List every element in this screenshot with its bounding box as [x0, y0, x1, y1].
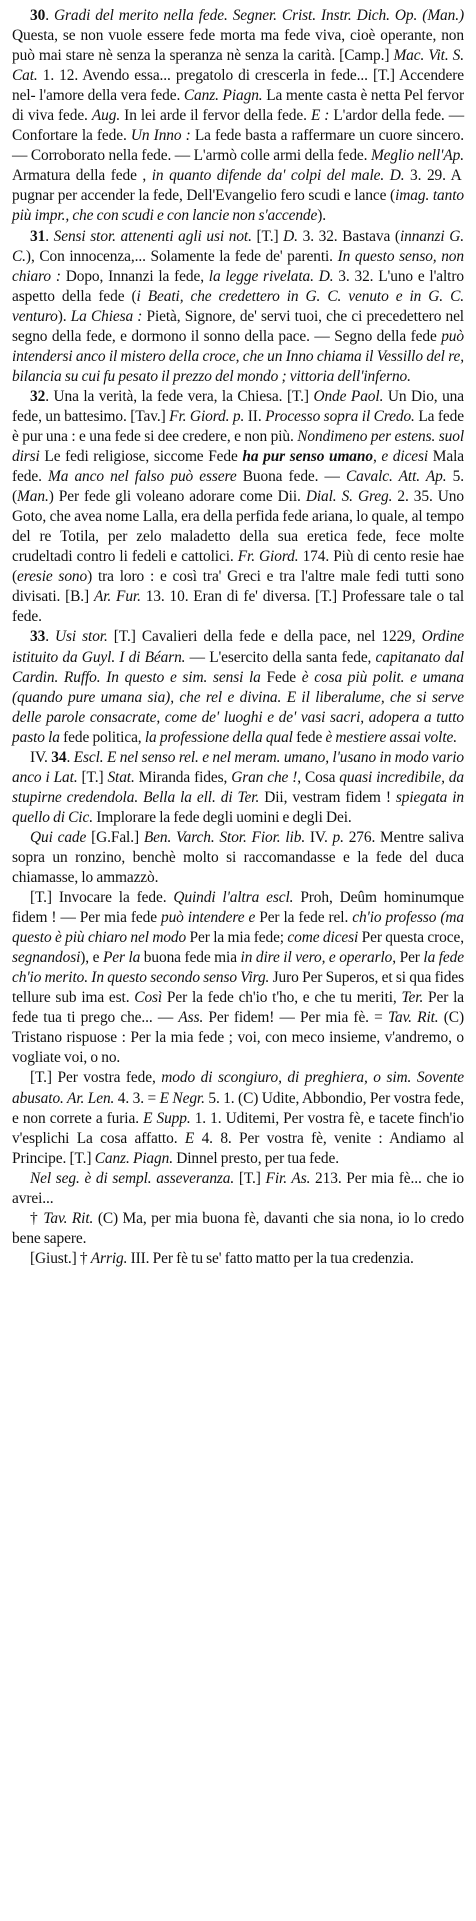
- italic-run: Ter.: [401, 989, 424, 1007]
- text-run: [T.]: [251, 227, 284, 245]
- text-run: 1. 12. Avendo essa... pregatolo di crescerla in fede... [T.] Accendere nel- l'amore della vera fede.: [12, 67, 464, 105]
- text-run: [T.] Cavalieri della fede e della pace, nel 1229,: [107, 628, 422, 646]
- italic-run: Canz. Piagn.: [183, 87, 263, 105]
- italic-run: può intendere e: [160, 909, 256, 927]
- italic-run: i Beati, che credettero in G. C. venuto e in G. C. venturo: [12, 287, 464, 325]
- italic-run: la fede ch'io merito. In questo secondo senso Virg.: [12, 949, 464, 987]
- text-run: Juro Per Superos, et si qua fides tellure sub ima est.: [12, 969, 464, 1007]
- text-run: Un Dio, una fede, un battesimo. [Tav.]: [12, 387, 464, 425]
- text-run: Per questa croce,: [358, 929, 464, 947]
- italic-run: Per la: [102, 949, 141, 967]
- italic-run: La Chiesa :: [70, 307, 143, 325]
- text-run: III. Per fè tu se' fatto matto per la tua credenzia.: [127, 1249, 414, 1267]
- text-run: [G.Fal.]: [86, 828, 144, 846]
- italic-run: Ar. Fur.: [93, 588, 141, 606]
- text-run: .: [45, 227, 54, 245]
- italic-run: In questo senso, non chiaro :: [12, 247, 464, 285]
- text-run: 213. Per mia fè... che io avrei...: [12, 1169, 464, 1207]
- text-run: Per la fede rel.: [255, 909, 353, 927]
- italic-run: Fr. Giord.: [237, 548, 299, 566]
- entry-paragraph: [12, 1209, 464, 1249]
- text-run: La fede è pur una : e una fede si dee credere, e non più.: [12, 407, 464, 445]
- text-run: ) Per fede gli voleano adorare come Dii.: [48, 488, 306, 506]
- italic-run: Ass.: [178, 1009, 204, 1027]
- text-run: Le fedi religiose, siccome Fede: [39, 448, 243, 466]
- text-run: Miranda fides,: [134, 768, 232, 786]
- italic-run: Qui cade: [30, 828, 87, 846]
- text-run: [T.]: [77, 768, 108, 786]
- text-run: , Per: [392, 949, 424, 967]
- italic-run: Ben. Varch. Stor. Fior. lib.: [143, 828, 306, 846]
- text-run: Dinnel presto, per tua fede.: [172, 1149, 339, 1167]
- text-run: †: [30, 1209, 44, 1227]
- text-run: ), e: [80, 949, 103, 967]
- text-run: II.: [244, 407, 266, 425]
- text-run: fede politica,: [59, 728, 145, 746]
- italic-run: Tav. Rit.: [387, 1009, 439, 1027]
- text-run: 174. Più di cento resie hae (: [12, 548, 465, 586]
- text-run: .: [45, 628, 56, 646]
- italic-run: E :: [310, 107, 330, 125]
- text-run: ha pur senso umano: [242, 448, 373, 466]
- italic-run: Nel seg. è di sempl. asseveranza.: [30, 1169, 235, 1187]
- text-run: buona fede mia: [140, 949, 241, 967]
- italic-run: Gran che !: [231, 768, 298, 786]
- text-run: Questa, se non vuole essere fede morta ma fede viva, cioè operante, non può mai stare nè senza la speranza nè senza la carità. [Camp.]: [12, 27, 464, 65]
- text-run: [T.]: [234, 1169, 266, 1187]
- text-run: , Cosa: [297, 768, 340, 786]
- text-run: Per la fede ch'io t'ho, e che tu meriti,: [162, 989, 402, 1007]
- italic-run: è cosa più polit. e umana (quando pure umana sia), che rel e divina. E il liberalume, che si serve delle parole consacrate, come de' luoghi e de' vasi sacri, adopera a tutto pasto la: [12, 668, 464, 746]
- italic-run: Fr. Giord. p.: [169, 407, 245, 425]
- italic-run: Ma anco nel falso può essere: [47, 468, 237, 486]
- italic-run: è mestiere assai volte.: [325, 728, 457, 746]
- text-run: 13. 10. Eran di fe' diversa. [T.] Professare tale o tal fede.: [12, 588, 464, 626]
- italic-run: imag. tanto più impr., che con scudi e con lancie non s'accende: [12, 187, 464, 225]
- dictionary-column: [12, 6, 464, 1269]
- text-run: — L'esercito della santa fede,: [185, 648, 376, 666]
- italic-run: E Supp.: [143, 1109, 191, 1127]
- text-run: 5. (: [12, 468, 465, 506]
- italic-run: Così: [134, 989, 163, 1007]
- italic-run: Mac. Vit. S. Cat.: [12, 47, 464, 85]
- text-run: Dii, vestram fidem !: [259, 788, 396, 806]
- italic-run: come dicesi: [287, 929, 359, 947]
- italic-run: Gradi del merito nella fede. Segner. Crist. Instr. Dich. Op. (Man.): [53, 7, 464, 24]
- italic-run: la legge rivelata. D.: [208, 267, 334, 285]
- section-number: 33: [30, 628, 46, 646]
- italic-run: Usi stor.: [55, 628, 108, 646]
- italic-run: Arrig.: [90, 1249, 128, 1267]
- italic-run: Dial. S. Greg.: [305, 488, 393, 506]
- text-run: 3. 32. Bastava (: [297, 227, 400, 245]
- italic-run: Tav. Rit.: [43, 1209, 94, 1227]
- section-number: 34: [51, 748, 67, 766]
- text-run: 5. 1. (C) Udite, Abbondio, Per vostra fede, e non correte a furia.: [12, 1089, 464, 1127]
- italic-run: E Negr.: [159, 1089, 205, 1107]
- italic-run: capitanato dal Cardin. Ruffo. In questo e sim. sensi la: [12, 648, 464, 686]
- section-number: 31: [30, 227, 46, 245]
- italic-run: modo di scongiuro, di preghiera, o sim. Sovente abusato. Ar. Len.: [12, 1069, 465, 1107]
- italic-run: la professione della qual: [144, 728, 293, 746]
- text-run: fede: [292, 728, 326, 746]
- text-run: ).: [317, 207, 327, 225]
- text-run: Dopo, Innanzi la fede,: [60, 267, 209, 285]
- entry-paragraph: [12, 6, 464, 227]
- text-run: [T.] Invocare la fede.: [30, 889, 174, 907]
- italic-run: segnandosi: [12, 949, 81, 967]
- text-run: .: [45, 7, 54, 24]
- italic-run: Un Inno :: [130, 127, 191, 145]
- text-run: ), Con innocenza,... Solamente la fede de' parenti.: [25, 247, 338, 265]
- text-run: .: [66, 748, 74, 766]
- entry-paragraph: [12, 1169, 464, 1209]
- italic-run: eresie sono: [17, 568, 88, 586]
- text-run: . Una la verità, la fede vera, la Chiesa. [T.]: [45, 387, 314, 405]
- text-run: Armatura della fede ,: [12, 167, 152, 185]
- text-run: Fede: [260, 668, 302, 686]
- italic-run: Escl. E nel senso rel. e nel meram. umano, l'usano in modo vario anco i Lat.: [12, 748, 464, 786]
- text-run: 3. 32. L'uno e l'altro aspetto della fede (: [12, 267, 464, 305]
- text-run: Per la fede tua ti prego che... —: [12, 989, 464, 1027]
- entry-paragraph: [12, 748, 464, 828]
- text-run: IV.: [30, 748, 52, 766]
- italic-run: Aug.: [91, 107, 121, 125]
- italic-run: Nondimeno per estens. suol dirsi: [12, 427, 464, 466]
- italic-run: D.: [283, 227, 298, 245]
- italic-run: Stat.: [107, 768, 135, 786]
- entry-paragraph: [12, 1249, 464, 1269]
- entry-paragraph: [12, 888, 464, 1068]
- text-run: Per la mia fede;: [186, 929, 288, 947]
- entry-paragraph: [12, 1068, 464, 1168]
- italic-run: Man.: [17, 488, 49, 506]
- text-run: Pietà, Signore, de' servi tuoi, che ci precedettero nel segno della fede, e dormono il sonno della pace. — Segno della fede: [12, 307, 464, 345]
- section-number: 30: [30, 7, 46, 24]
- italic-run: spiegata in quello di Cic.: [12, 788, 465, 826]
- text-run: Buona fede. —: [236, 468, 346, 486]
- italic-run: Fir. As.: [265, 1169, 311, 1187]
- text-run: 2. 35. Uno Goto, che avea nome Lalla, era della perfida fede ariana, lo quale, al tempo del re Totila, per zelo maladetto della sua eretica fede, fece molte crudeltadi contro li fedeli e cattolici.: [12, 488, 464, 566]
- italic-run: Sensi stor. attenenti agli usi not.: [53, 227, 252, 245]
- entry-paragraph: [12, 828, 464, 888]
- text-run: ,: [372, 448, 382, 466]
- italic-run: Canz. Piagn.: [94, 1149, 173, 1167]
- italic-run: E: [184, 1129, 195, 1147]
- text-run: 3. 29. A pugnar per accender la fede, Dell'Evangelio fero scudi e lance (: [12, 167, 462, 205]
- italic-run: in quanto difende da' colpi del male. D.: [151, 167, 405, 185]
- section-number: 32: [30, 387, 46, 405]
- italic-run: può intendersi anco il mistero della croce, che un Inno chiama il Vessillo del re, bilancia su cui fu pesato il prezzo del mondo ; vittoria dell'inferno.: [12, 327, 464, 385]
- italic-run: in dire il vero, e operarlo: [240, 949, 393, 967]
- text-run: [Giust.] †: [30, 1249, 91, 1267]
- entry-paragraph: [12, 387, 464, 628]
- text-run: [T.] Per vostra fede,: [30, 1069, 162, 1087]
- italic-run: p.: [332, 828, 344, 846]
- text-run: ).: [57, 307, 71, 325]
- text-run: IV.: [305, 828, 333, 846]
- text-run: L'ardor della fede. — Confortare la fede.: [12, 107, 465, 145]
- text-run: (C) Ma, per mia buona fè, davanti che sia nona, io lo credo bene sapere.: [12, 1209, 464, 1247]
- text-run: Proh, Deûm hominumque fidem ! — Per mia fede: [12, 889, 464, 927]
- italic-run: Onde Paol.: [313, 387, 384, 405]
- text-run: 4. 8. Per vostra fè, venite : Andiamo al Principe. [T.]: [12, 1129, 464, 1167]
- italic-run: Ordine istituito da Guyl. I di Béarn.: [12, 628, 465, 666]
- text-run: 4. 3. =: [114, 1089, 160, 1107]
- text-run: La fede basta a raffermare un cuore sincero. — Corroborato nella fede. — L'armò colle armi della fede.: [12, 127, 464, 165]
- entry-paragraph: [12, 227, 464, 387]
- italic-run: ch'io professo (ma questo è più chiaro nel modo: [12, 909, 465, 947]
- entry-paragraph: [12, 627, 464, 747]
- text-run: (C) Tristano rispuose : Per la mia fede ; voi, con meco insieme, v'andremo, o vogliate voi, o no.: [12, 1009, 464, 1067]
- text-run: 1. 1. Uditemi, Per vostra fè, e tacete finch'io v'esplichi La cosa affatto.: [12, 1109, 464, 1147]
- text-run: Per fidem! — Per mia fè. =: [203, 1009, 388, 1027]
- text-run: In lei arde il fervor della fede.: [120, 107, 311, 125]
- italic-run: e dicesi: [381, 448, 429, 466]
- text-run: 276. Mentre saliva sopra un ronzino, benchè molto si raccomandasse e la fede del duca chiamasse, lo ammazzò.: [12, 828, 465, 887]
- text-run: Implorare la fede degli uomini e degli Dei.: [92, 808, 352, 826]
- text-run: Mala fede.: [12, 448, 464, 486]
- text-run: ) tra loro : e così tra' Greci e tra l'altre male fedi tutti sono divisati. [B.]: [12, 568, 465, 606]
- italic-run: Quindi l'altra escl.: [173, 889, 294, 907]
- italic-run: quasi incredibile, da stupirne credendola. Bella la ell. di Ter.: [12, 768, 464, 806]
- italic-run: Cavalc. Att. Ap.: [345, 468, 447, 486]
- italic-run: Meglio nell'Ap.: [370, 147, 464, 165]
- italic-run: innanzi G. C.: [12, 227, 464, 265]
- text-run: La mente casta è netta Pel fervor di viva fede.: [12, 87, 464, 125]
- italic-run: Processo sopra il Credo.: [265, 407, 415, 425]
